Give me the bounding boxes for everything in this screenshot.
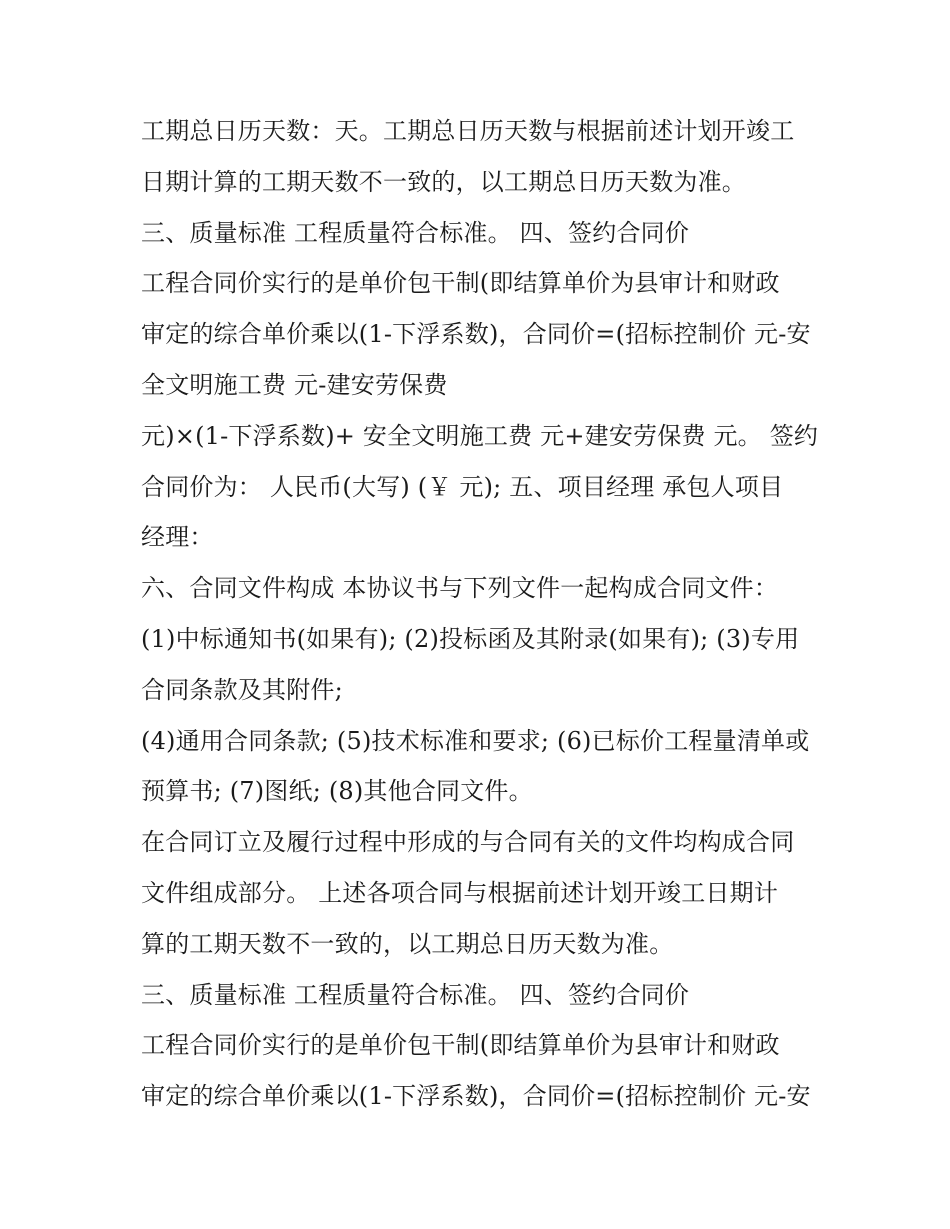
text-line: 在合同订立及履行过程中形成的与合同有关的文件均构成合同 bbox=[141, 828, 795, 857]
text-line: 合同条款及其附件; bbox=[141, 675, 343, 704]
text-line: 三、质量标准 工程质量符合标准。 四、签约合同价 bbox=[141, 980, 690, 1009]
text-line: (4)通用合同条款; (5)技术标准和要求; (6)已标价工程量清单或 bbox=[141, 726, 810, 755]
text-line: (1)中标通知书(如果有); (2)投标函及其附录(如果有); (3)专用 bbox=[141, 624, 800, 653]
text-line: 算的工期天数不一致的，以工期总日历天数为准。 bbox=[141, 929, 674, 958]
text-line: 工期总日历天数：天。工期总日历天数与根据前述计划开竣工 bbox=[141, 117, 795, 145]
text-line: 文件组成部分。 上述各项合同与根据前述计划开竣工日期计 bbox=[141, 878, 779, 907]
text-line: 日期计算的工期天数不一致的，以工期总日历天数为准。 bbox=[141, 167, 746, 196]
text-line: 工程合同价实行的是单价包干制(即结算单价为县审计和财政 bbox=[141, 269, 780, 298]
text-line: 经理： bbox=[141, 523, 214, 552]
document-body bbox=[141, 106, 821, 1122]
text-line: 全文明施工费 元-建安劳保费 bbox=[141, 370, 448, 399]
text-line: 工程合同价实行的是单价包干制(即结算单价为县审计和财政 bbox=[141, 1031, 780, 1060]
text-line: 预算书; (7)图纸; (8)其他合同文件。 bbox=[141, 777, 533, 806]
text-line: 审定的综合单价乘以(1-下浮系数)，合同价=(招标控制价 元-安 bbox=[141, 1082, 811, 1111]
text-line: 三、质量标准 工程质量符合标准。 四、签约合同价 bbox=[141, 218, 690, 247]
text-line: 审定的综合单价乘以(1-下浮系数)，合同价=(招标控制价 元-安 bbox=[141, 320, 811, 349]
text-line: 合同价为： 人民币(大写) (￥ 元); 五、项目经理 承包人项目 bbox=[141, 472, 784, 501]
text-line: 元)×(1-下浮系数)+ 安全文明施工费 元+建安劳保费 元。 签约 bbox=[141, 421, 819, 450]
text-line: 六、合同文件构成 本协议书与下列文件一起构成合同文件： bbox=[141, 574, 779, 603]
